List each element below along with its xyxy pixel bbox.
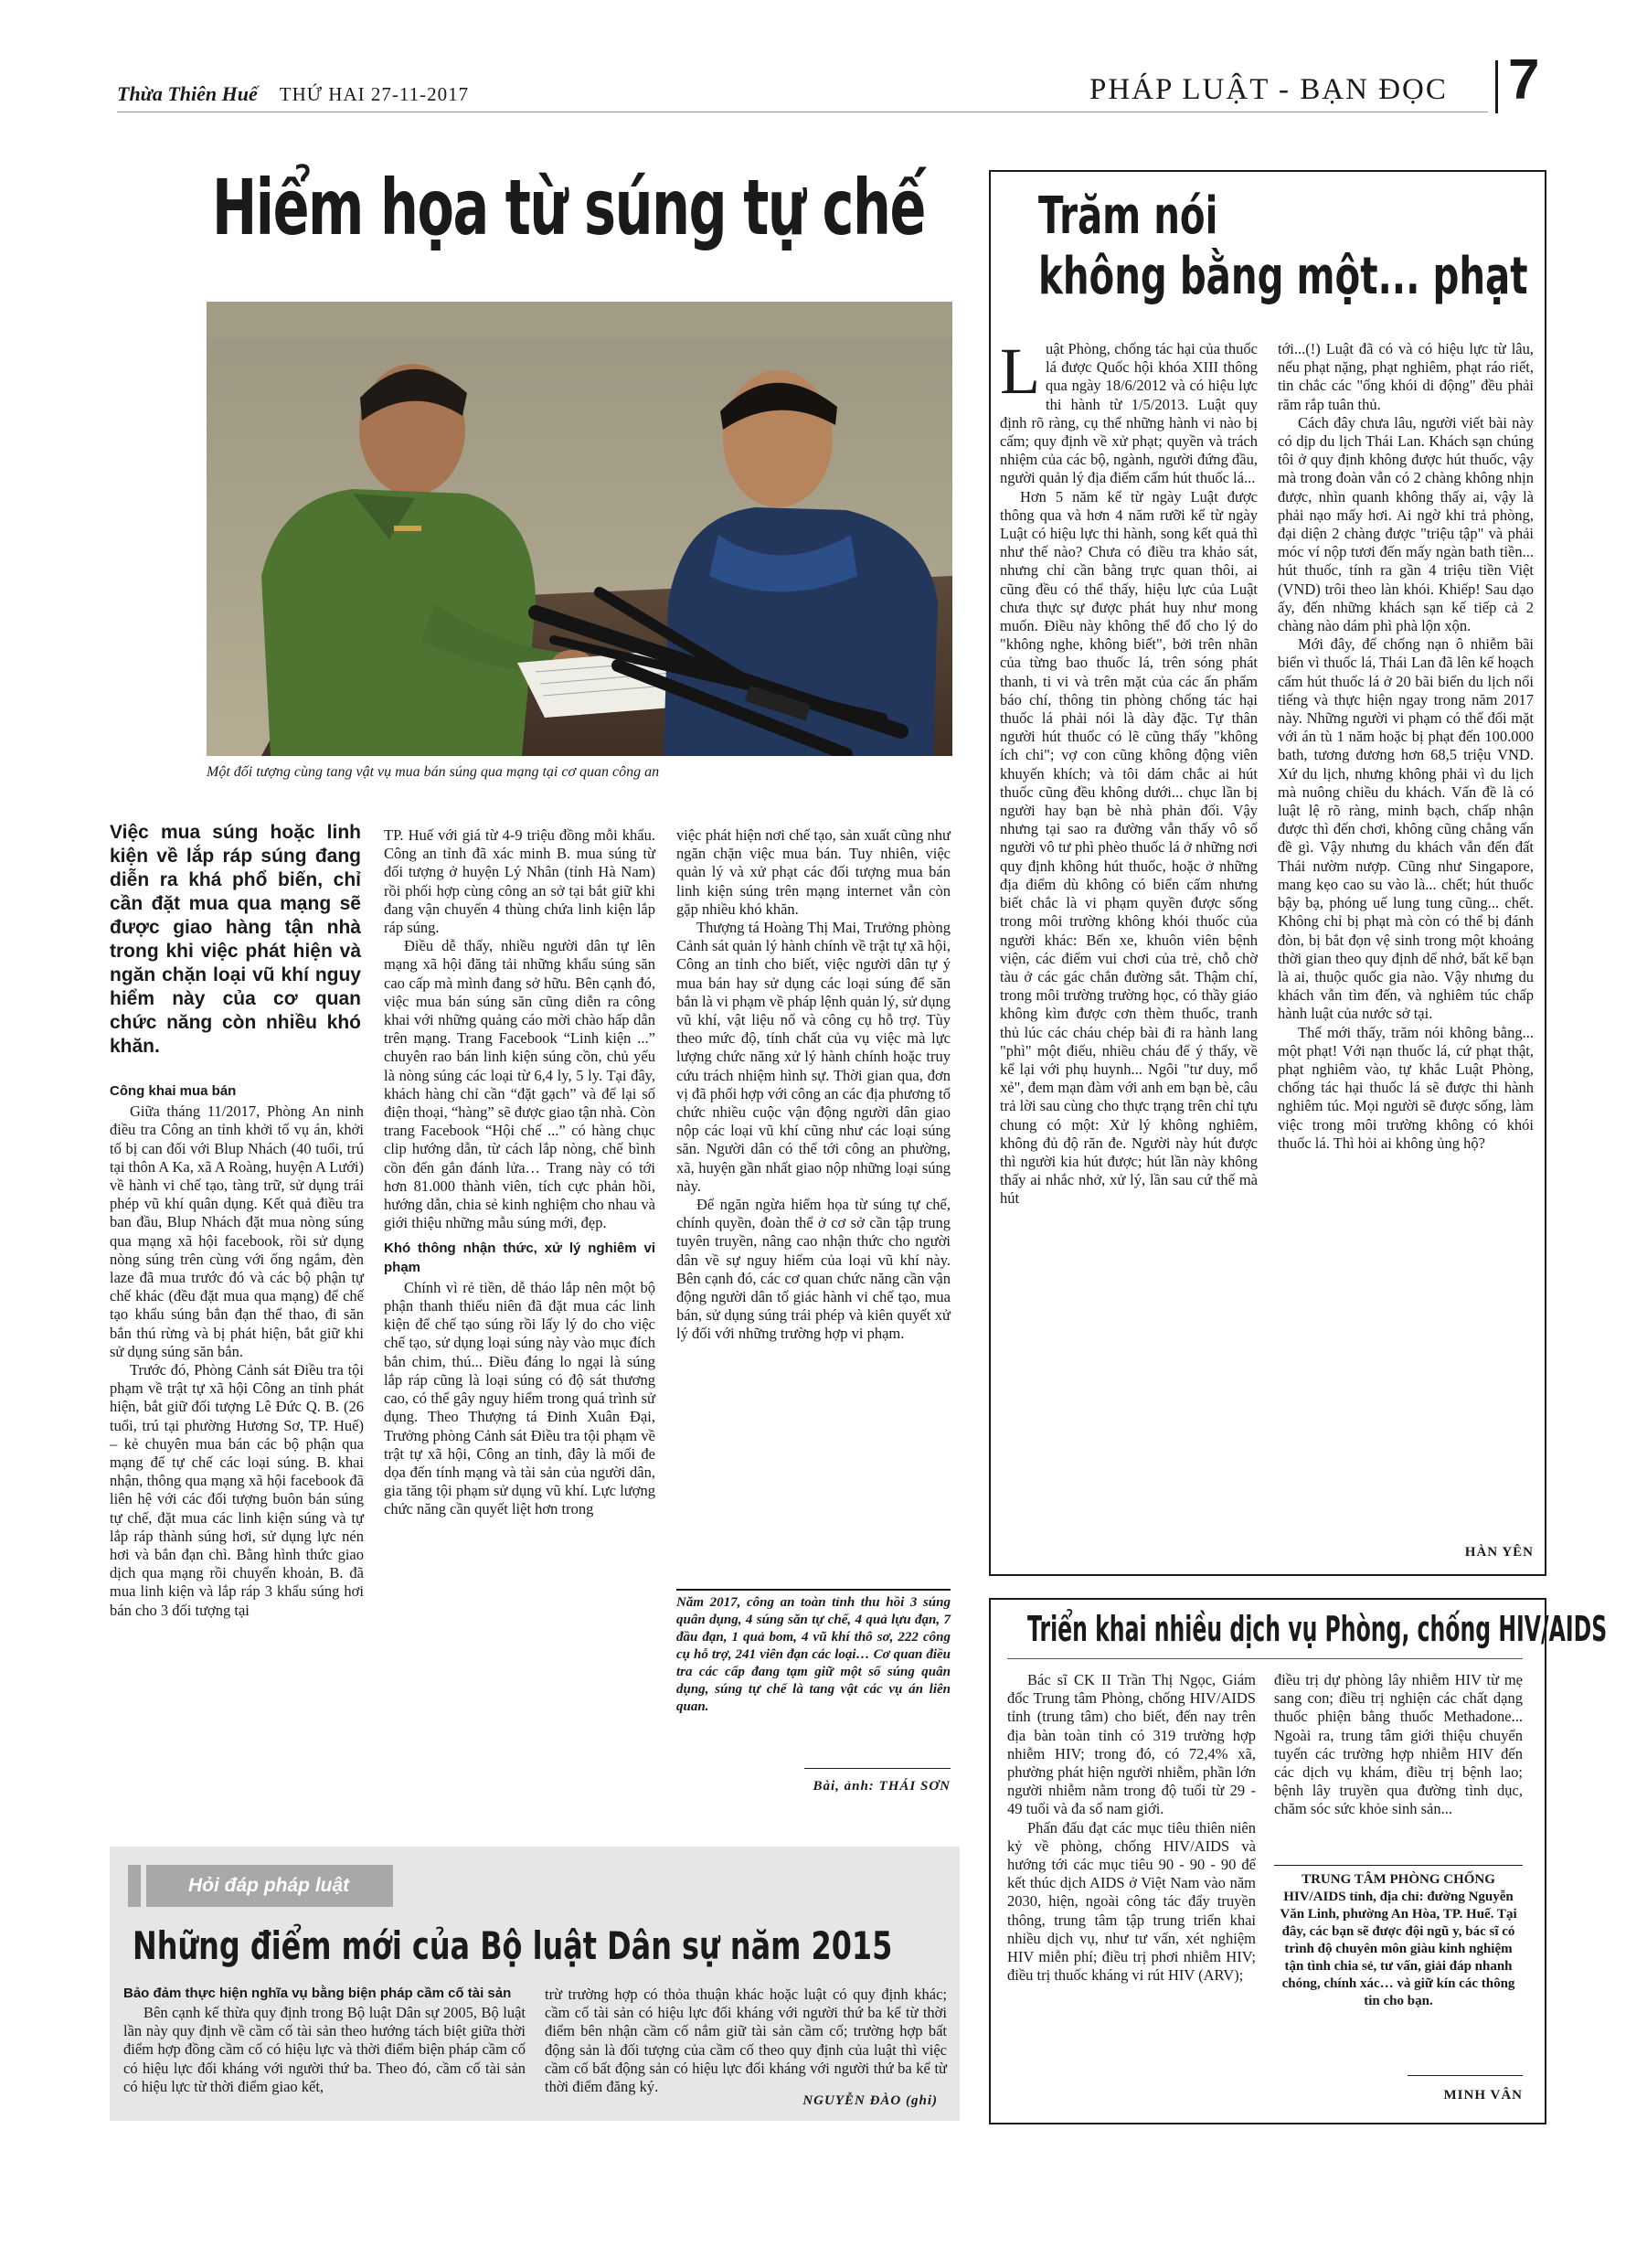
paragraph: tới...(!) Luật đã có và có hiệu lực từ lâu, nếu phạt nặng, phạt nghiêm, phạt ráo riết, tin chắc các "ống khói di động" đều phải răm rắp tuân thủ. [1278, 340, 1534, 413]
main-article-byline: Bài, ảnh: THÁI SƠN [813, 1779, 951, 1794]
hiv-article-column-2 [1274, 1671, 1523, 1819]
page-header [117, 82, 469, 106]
law-qa-title: Những điểm mới của Bộ luật Dân sự năm 2015 [133, 1923, 893, 1968]
paragraph: Giữa tháng 11/2017, Phòng An ninh điều tra Công an tỉnh khởi tố vụ án, khởi tố bị can đối với Blup Nhách (40 tuổi, trú tại thôn A Ka, xã A Roàng, huyện A Lưới) về hành vi chế tạo, tàng trữ, sử dụng trái phép vũ khí quân dụng. Kết quả điều tra ban đầu, Blup Nhách đặt mua nòng súng qua mạng xã hội facebook, rồi sử dụng nòng súng trên cùng với ống ngắm, đèn laze đã mua trước đó và các bộ phận tự chế khác (đều đặt mua qua mạng) để chế tạo khẩu súng bắn đạn thể thao, đi săn bắn thú rừng và bị phát hiện, bắt giữ khi sử dụng súng săn bắn. [110, 1102, 364, 1360]
hiv-title-rule [1007, 1658, 1523, 1659]
side-article-column-1 [1000, 335, 1258, 1209]
main-article-column-3 [676, 826, 951, 1344]
dropcap: L [1000, 335, 1040, 408]
section-name: PHÁP LUẬT - BẠN ĐỌC [1089, 73, 1448, 106]
issue-date: THỨ HAI 27-11-2017 [279, 83, 470, 105]
law-qa-byline: NGUYỄN ĐÀO (ghi) [802, 2093, 938, 2108]
side-article-title-line-1: Trăm nói [1038, 186, 1218, 246]
side-article-title-line-2: không bằng một... phạt [1038, 247, 1528, 306]
law-qa-text-1: Bên cạnh kế thừa quy định trong Bộ luật Dân sự 2005, Bộ luật lần này quy định về cầm cố tài sản theo hướng tách biệt giữa thời điểm hợp đồng cầm cố có hiệu lực và thời điểm biện pháp cầm cố có hiệu lực đối kháng với người thứ ba. Theo đó, cầm cố tài sản có hiệu lực từ thời điểm giao kết, [123, 2004, 526, 2095]
stats-box-text: Năm 2017, công an toàn tỉnh thu hồi 3 súng quân dụng, 4 súng săn tự chế, 4 quả lựu đạn, 7 đầu đạn, 1 quả bom, 4 vũ khí thô sơ, 222 công cụ hỗ trợ, 241 viên đạn các loại… Cơ quan điều tra các cấp đang tạm giữ một số súng quân dụng, súng tự chế là tang vật các vụ án liên quan. [676, 1595, 951, 1714]
main-article-column-1 [110, 1075, 364, 1620]
stats-box [676, 1589, 951, 1716]
main-article-lead: Việc mua súng hoặc linh kiện về lắp ráp súng đang diễn ra khá phổ biến, chỉ cần đặt mua qua mạng sẽ được giao hàng tận nhà trong khi việc phát hiện và ngăn chặn loại vũ khí nguy hiểm này của cơ quan chức năng còn nhiều khó khăn. [110, 822, 361, 1057]
law-qa-tag-marker [128, 1865, 141, 1907]
paragraph: TP. Huế với giá từ 4-9 triệu đồng mỗi khẩu. Công an tỉnh đã xác minh B. mua súng từ đối tượng ở huyện Lý Nhân (tỉnh Hà Nam) rồi phối hợp cùng công an sở tại bắt giữ khi đang vận chuyển 4 thùng chứa linh kiện lắp ráp súng. [384, 826, 655, 937]
paragraph: Chính vì rẻ tiền, dễ tháo lắp nên một bộ phận thanh thiếu niên đã đặt mua các linh kiện để chế tạo súng rồi lấy lý do cho việc chế tạo, sử dụng loại súng này vào mục đích bắn chim, thú... Điều đáng lo ngại là súng lắp ráp cũng là loại súng có độ sát thương cao, có thể gây nguy hiểm trong quá trình sử dụng. Theo Thượng tá Đinh Xuân Đại, Trưởng phòng Cảnh sát Điều tra tội phạm về trật tự xã hội, Công an tỉnh, đây là mối đe dọa đến tính mạng và tài sản của người dân, gia tăng tội phạm sử dụng vũ khí. Lực lượng chức năng cần quyết liệt hơn trong [384, 1278, 655, 1518]
paragraph: Điều dễ thấy, nhiều người dân tự lên mạng xã hội đăng tải những khẩu súng săn cao cấp mà mình đang sở hữu. Bên cạnh đó, việc mua bán súng săn cũng diễn ra công khai với những quảng cáo mời chào hấp dẫn trên mạng. Trang Facebook “Linh kiện ...” chuyên rao bán linh kiện súng cồn, chủ yếu là nòng súng các loại từ 6,4 ly, 5 ly. Tại đây, khách hàng chỉ cần “đặt gạch” và để lại số điện thoại, “hàng” sẽ được giao tận nhà. Còn trang Facebook “Hội chế ...” có hàng chục clip hướng dẫn, từ cách lắp nòng, chế bình cồn đến gắn đánh lửa… Trang này có tới hơn 81.000 thành viên, tích cực phản hồi, hướng dẫn, chia sẻ kinh nghiệm cho nhau và giới thiệu những mẫu súng mới, đẹp. [384, 937, 655, 1232]
hiv-article-title: Triển khai nhiều dịch vụ Phòng, chống HIV/AIDS [1027, 1609, 1608, 1649]
hiv-byline-rule [1408, 2075, 1523, 2076]
law-qa-tag-label: Hỏi đáp pháp luật [188, 1875, 350, 1896]
hiv-info-box [1274, 1865, 1523, 2010]
law-qa-column-1 [123, 1986, 526, 2096]
paragraph: Trước đó, Phòng Cảnh sát Điều tra tội phạm về trật tự xã hội Công an tỉnh phát hiện, bắt giữ đối tượng Lê Đức Q. B. (26 tuổi, trú tại phường Hương Sơ, TP. Huế) – kẻ chuyên mua bán các bộ phận qua mạng để tự chế các loại súng. B. khai nhận, thông qua mạng xã hội facebook đã liên hệ với các đối tượng buôn bán súng tự chế, đặt mua các linh kiện súng và tự lắp ráp thành súng hơi, sử dụng lực nén hơi và bắn đạn chì. Bằng hình thức giao dịch qua mạng rồi chuyển khoản, B. đã mua linh kiện và lắp ráp 3 khẩu súng hơi bán cho 3 đối tượng tại [110, 1361, 364, 1619]
article-photo [207, 302, 952, 756]
paragraph: Thượng tá Hoàng Thị Mai, Trưởng phòng Cảnh sát quản lý hành chính về trật tự xã hội, Công an tỉnh cho biết, việc người dân tự ý mua bán hay sử dụng các loại súng để săn bắn là vi phạm về pháp lệnh quản lý, sử dụng vũ khí, vật liệu nổ và công cụ hỗ trợ. Tùy theo mức độ, tính chất của vụ việc mà lực lượng chức năng xử lý hành chính hoặc truy cứu trách nhiệm hình sự. Thời gian qua, đơn vị đã phối hợp với công an các địa phương tổ chức nhiều cuộc vận động người dân giao nộp các loại vũ khí cũng như các loại súng săn. Người dân có thể tới công an phường, xã, huyện gần nhất giao nộp những loại súng này. [676, 919, 951, 1195]
hiv-article-column-1 [1007, 1671, 1256, 1985]
subheading-awareness: Khó thông nhận thức, xử lý nghiêm vi phạm [384, 1240, 655, 1275]
paragraph: Mới đây, để chống nạn ô nhiễm bãi biển vì thuốc lá, Thái Lan đã lên kế hoạch cấm hút thuốc lá ở 20 bãi biển du lịch nổi tiếng và thực hiện ngay trong năm 2017 này. Những người vi phạm có thể đối mặt với án tù 1 năm hoặc bị phạt đến 100.000 bath, tương đương hơn 68,5 triệu VND. Xứ du lịch, nhưng không phải vì du lịch mà nuông chiều du khách. Vấn đề là có luật lệ rõ ràng, minh bạch, chấp nhận được thì đến chơi, không cũng chẳng vấn đề gì. Vậy nhưng du khách vẫn đến đất Thái nườm nượp. Cũng như Singapore, mang kẹo cao su vào là... chết; hút thuốc bậy bạ, phóng uế lung tung cũng... chết. Không chỉ bị phạt mà còn có thể bị đánh đòn, bị bắt đọn vệ sinh trong một khoảng thời gian theo quy định dể nhớ, bất kể bạn là ai, thuộc quốc gia nào. Vậy nhưng du khách vẫn tìm đến, và nghiêm túc chấp hành luật của nước sở tại. [1278, 635, 1534, 1023]
side-article-byline: HÀN YÊN [1464, 1545, 1534, 1560]
paragraph: Thế mới thấy, trăm nói không bằng... một phạt! Với nạn thuốc lá, cứ phạt thật, phạt nghiêm vào, tự khắc Luật Phòng, chống tác hại thuốc lá sẽ được thi hành nghiêm túc. Mọi người sẽ được sống, làm việc trong môi trường không có khói thuốc lá. Thì hỏi ai không ủng hộ? [1278, 1023, 1534, 1152]
byline-rule [804, 1768, 951, 1769]
law-qa-text-2: trừ trường hợp có thỏa thuận khác hoặc luật có quy định khác; cầm cố tài sản có hiệu lực đối kháng với người thứ ba kể từ thời điểm bên nhận cầm cố nắm giữ tài sản cầm cố; trường hợp bất động sản là đối tượng của cầm cố theo quy định của luật thì việc cầm cố bất động sản có hiệu lực đối kháng với người thứ ba kể từ thời điểm đăng ký. [545, 1986, 947, 2096]
publication-name: Thừa Thiên Huế [117, 82, 258, 105]
law-qa-subheading: Bảo đảm thực hiện nghĩa vụ bằng biện pháp cầm cố tài sản [123, 1986, 512, 2001]
law-qa-tag [146, 1865, 393, 1907]
main-article-column-2 [384, 826, 655, 1519]
subheading-public-trade: Công khai mua bán [110, 1083, 237, 1099]
photo-caption: Một đối tượng cùng tang vật vụ mua bán súng qua mạng tại cơ quan công an [207, 764, 660, 780]
paragraph: Hơn 5 năm kể từ ngày Luật được thông qua và hơn 4 năm rưỡi kể từ ngày Luật có hiệu lực thi hành, song kết quả thì như thế nào? Chưa có điều tra khảo sát, nhưng chỉ cần bằng trực quan thôi, ai cũng đều có thể thấy, hiệu lực của Luật chưa thực sự được phát huy như mong muốn. Điều này không thể đổ cho lý do "không nghe, không biết", bởi trên nhãn của từng bao thuốc lá, trên sóng phát thanh, ti vi và trên mặt của các ấn phẩm báo chí, thông tin phòng chống tác hại thuốc lá phải nói là dày đặc. Tự thân người hút thuốc có lẽ cũng thấy "không ích chi"; vợ con cũng không động viên khuyến khích; và tôi dám chắc ai hút thuốc cũng đều không dưới... chục lần bị người hay bạn bè nhà phản đối. Vậy nhưng tại sao ra đường vẫn thấy vô số người vô tư phì phèo thuốc lá ở những nơi quy định không hút thuốc, hoặc ở những địa điểm dù không có biển cấm nhưng biết chắc là vi phạm quyền được sống trong môi trường không khói thuốc của người khác: Bến xe, khuôn viên bệnh viện, các điểm vui chơi của trẻ, chỗ chờ tàu ở các gác chắn đường sắt. Thậm chí, trong môi trường trường học, có thầy giáo không kìm được cơn thèm thuốc, tranh thủ lúc các cháu chép bài đi ra hành lang "phì" một điếu, nhiều cháu để ý thấy, về kể lại với phụ huynh... Ngôi "tư duy, mổ xẻ", đem mạn đàm với anh em bạn bè, câu trả lời sau cùng cho thực trạng trên chỉ tựu chung có một: Xử lý không nghiêm, không đủ độ răn đe. Người này hút được thì người kia hút được; hút lần này không thấy ai nhắc nhở, xử lý, lần sau cứ thế mà hút [1000, 487, 1258, 1208]
header-divider [1495, 60, 1498, 113]
page-number: 7 [1508, 48, 1540, 112]
paragraph: việc phát hiện nơi chế tạo, sản xuất cũng như ngăn chặn việc mua bán. Tuy nhiên, việc quản lý và xử phạt các đối tượng mua bán linh kiện súng trên mạng internet vẫn còn gặp nhiều khó khăn. [676, 826, 951, 918]
main-article-title: Hiểm họa từ súng tự chế [212, 163, 925, 252]
paragraph: uật Phòng, chống tác hại của thuốc lá được Quốc hội khóa XIII thông qua ngày 18/6/2012 và có hiệu lực thi hành từ 1/5/2013. Luật quy định rõ ràng, cụ thể những hành vi nào bị cấm; quy định về xử phạt; quyền và trách nhiệm của các bộ, ngành, người đứng đầu, người quản lý địa điểm cấm hút thuốc lá... [1000, 340, 1258, 487]
side-article-column-2 [1278, 340, 1534, 1153]
paragraph: Cách đây chưa lâu, người viết bài này có dịp du lịch Thái Lan. Khách sạn chúng tôi ở quy định không được hút thuốc, vậy mà trong đoàn vẫn có 2 chàng không nhịn được, nhìn quanh không thấy ai, vậy là phải nạo mấy hơi. Ai ngờ khi trả phòng, đại diện 2 chàng được "triệu tập" và phải móc ví nộp tươi đến mấy ngàn bath tiền... hút thuốc, tính ra gần 4 triệu tiền Việt (VND) trôi theo làn khói. Khiếp! Sau dạo ấy, đến những khách sạn kế tiếp cả 2 chàng nào dám phì phà lộn xộn. [1278, 413, 1534, 635]
hiv-article-byline: MINH VÂN [1443, 2088, 1523, 2103]
paragraph: điều trị dự phòng lây nhiễm HIV từ mẹ sang con; điều trị nghiện các chất dạng thuốc phiện bằng thuốc Methadone... Ngoài ra, trung tâm giới thiệu chuyển tuyến các trường hợp nhiễm HIV đến các dịch vụ khám, điều trị bệnh lao; bệnh lây truyền qua đường tình dục, chăm sóc sức khỏe sinh sản... [1274, 1671, 1523, 1818]
paragraph: Bác sĩ CK II Trần Thị Ngọc, Giám đốc Trung tâm Phòng, chống HIV/AIDS tỉnh (trung tâm) cho biết, đến nay trên địa bàn toàn tỉnh có 319 trường hợp nhiễm HIV; trong đó, có 72,4% xã, phường phát hiện người nhiễm, phần lớn người nhiễm nằm trong độ tuổi từ 29 - 49 tuổi và đa số nam giới. [1007, 1671, 1256, 1818]
paragraph: Phấn đấu đạt các mục tiêu thiên niên kỷ về phòng, chống HIV/AIDS và hướng tới các mục tiêu 90 - 90 - 90 để kết thúc dịch AIDS ở Việt Nam vào năm 2030, hiện, ngoài công tác đẩy truyền thông, trung tâm tập trung triển khai nhiều dịch vụ, như tư vấn, xét nghiệm HIV miễn phí; điều trị phơi nhiễm HIV; điều trị thuốc kháng vi rút HIV (ARV); [1007, 1818, 1256, 1985]
paragraph: Để ngăn ngừa hiểm họa từ súng tự chế, chính quyền, đoàn thể ở cơ sở cần tập trung tuyên truyền, nâng cao nhận thức cho người dân về sự nguy hiểm của loại vũ khí này. Bên cạnh đó, các cơ quan chức năng cần vận động người dân tố giác hành vi chế tạo, mua bán, sử dụng súng trái phép và kiên quyết xử lý đối với những trường hợp vi phạm. [676, 1196, 951, 1343]
hiv-info-text: TRUNG TÂM PHÒNG CHỐNG HIV/AIDS tỉnh, địa chỉ: đường Nguyễn Văn Linh, phường An Hòa, TP. Huế. Tại đây, các bạn sẽ được đội ngũ y, bác sĩ có trình độ chuyên môn giàu kinh nghiệm tận tình chia sẻ, tư vấn, giải đáp nhanh chóng, chính xác… và giữ kín các thông tin cho bạn. [1280, 1872, 1517, 2008]
